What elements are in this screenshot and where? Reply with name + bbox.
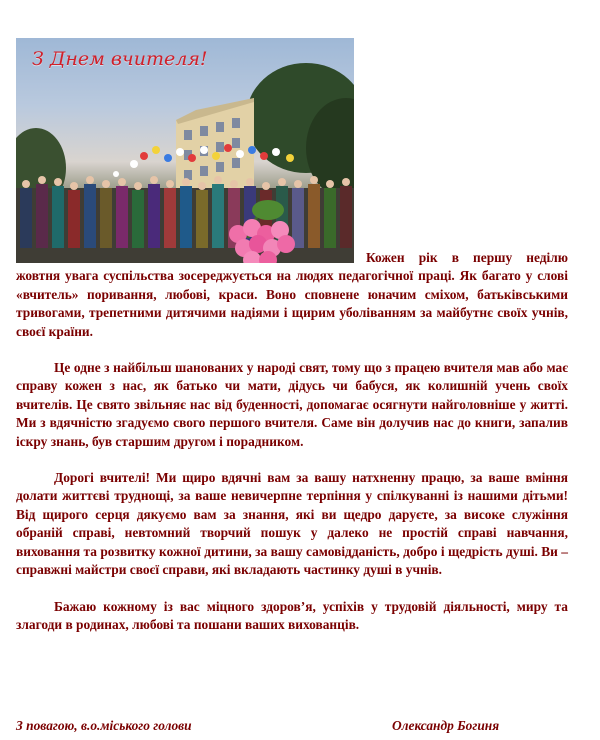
paragraph-2: Це одне з найбільш шанованих у народі свят, тому що з працею вчителя мав або має справу кожен з нас, як батько чи мати, дідусь чи бабуся, як колишній учень своїх вчителів. Це свято звільняє нас від буденності, допомагає осягнути найголовніше у житті. Ми з вдячністю згадуємо свого першого вчителя. Саме він долучив нас до книги, запалив іскру знань, був старшим другом і порадником. (16, 360, 568, 449)
letter-page (16, 38, 568, 634)
signature-name: Олександр Богиня (392, 718, 500, 733)
celebration-photo (16, 38, 354, 263)
signature-position: З повагою, в.о.міського голови (16, 718, 192, 733)
paragraph-3: Дорогі вчителі! Ми щиро вдячні вам за вашу натхненну працю, за ваше вміння долати життєві труднощі, за ваше невичерпне терпіння у спілкуванні із нашими дітьми! Від щирого серця дякуємо вам за знання, які ви щедро даруєте, за високе служіння обраній справі, невтомний творчий пошук у далеко не простій справі навчання, виховання та розвитку кожної дитини, за вашу самовідданість, добро і щедрість душі. Ви – справжні майстри своєї справи, які вкладають частинку душі в учнів. (16, 470, 568, 578)
photo-caption: З Днем вчителя! (32, 48, 208, 70)
photo-illustration (16, 38, 354, 263)
paragraph-4: Бажаю кожному із вас міцного здоров’я, успіхів у трудовій діяльності, миру та злагоди в родинах, любові та пошани ваших вихованців. (16, 598, 568, 632)
paragraph-1: Кожен рік в першу неділю жовтня увага суспільства зосереджується на людях педагогічної праці. Як багато у слові «вчитель» поривання, любові, краси. Воно сповнене юначим сміхом, батьківськими тривогами, трепетними дитячими надіями і щирим уболіванням за майбутнє своїх учнів, своєї країни. (16, 250, 568, 339)
